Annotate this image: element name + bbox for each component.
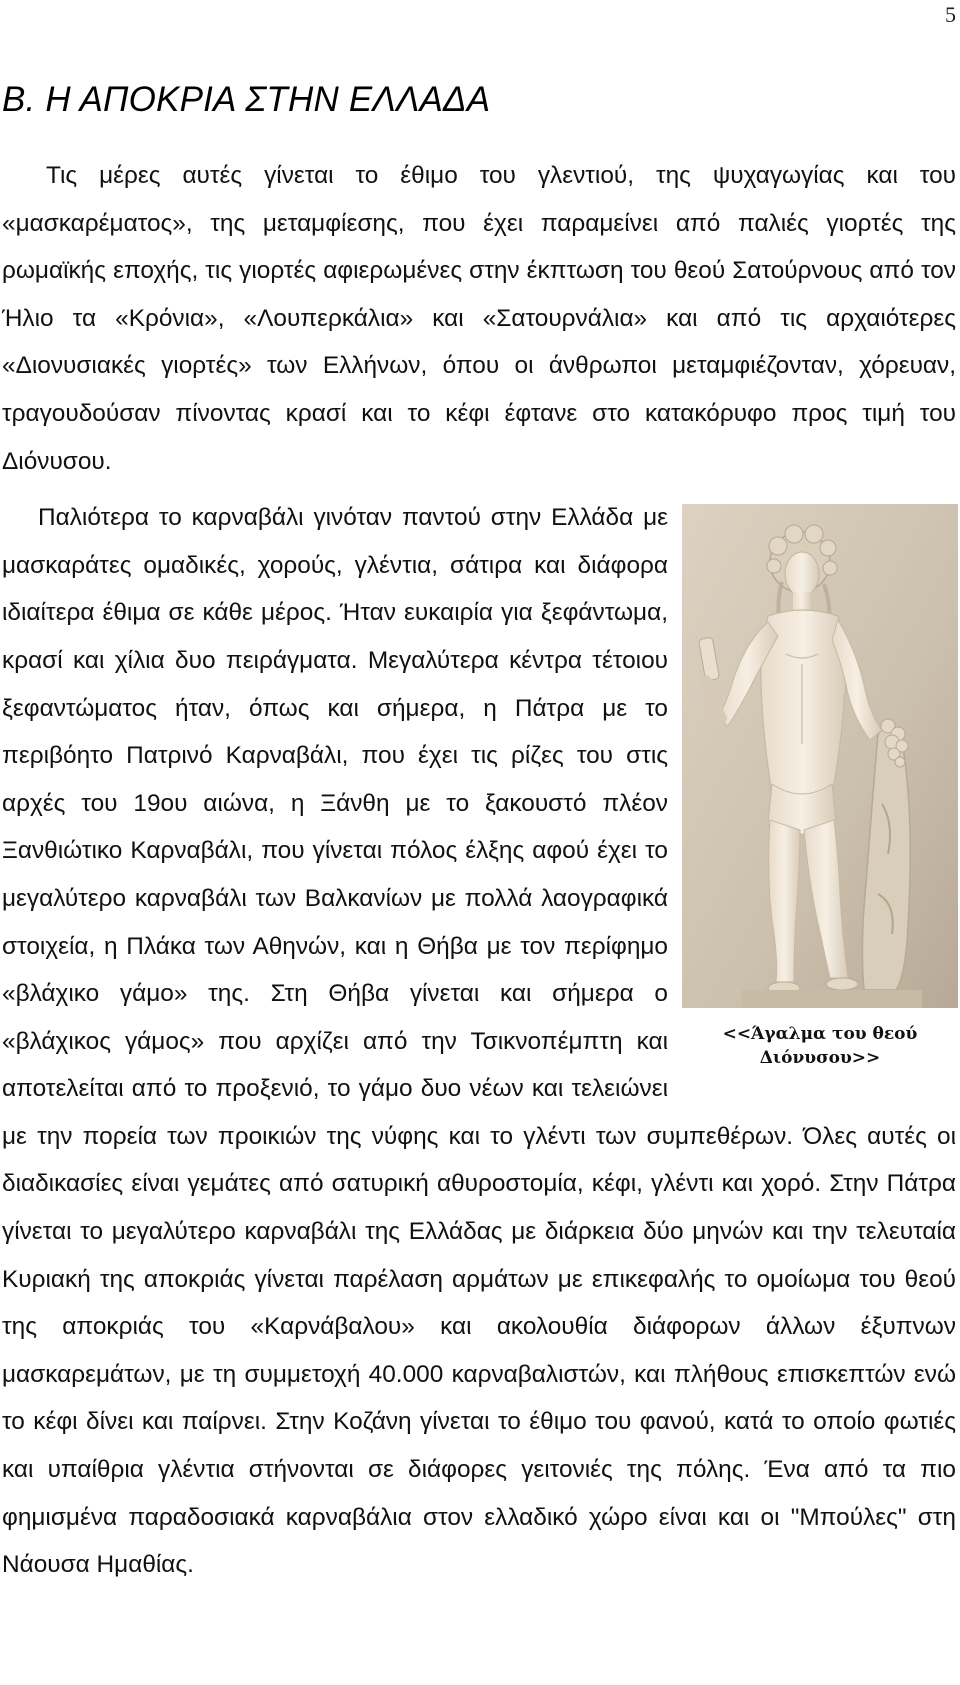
article-body bbox=[2, 152, 956, 1589]
section-heading: Β. Η ΑΠΟΚΡΙΑ ΣΤΗΝ ΕΛΛΑΔΑ bbox=[2, 80, 491, 119]
figure-caption: <<Άγαλμα του θεού Διόνυσου>> bbox=[722, 1024, 918, 1069]
dionysus-statue-image bbox=[682, 504, 958, 1008]
page-number: 5 bbox=[945, 2, 956, 27]
paragraph-carnival-text: Παλιότερα το καρναβάλι γινόταν παντού στην Ελλάδα με μασκαράτες ομαδικές, χορούς, γλέντια, σάτιρα και διάφορα ιδιαίτερα έθιμα σε κάθε μέρος. Ήταν ευκαιρία για ξεφάντωμα, κρασί και χίλια δυο πειράγματα. Μεγαλύτερα κέντρα τέτοιου ξεφαντώματος ήταν, όπως και σήμερα, η Πάτρα με το περιβόητο Πατρινό Καρναβάλι, που έχει τις ρίζες του στις αρχές του 19ου αιώνα, η Ξάνθη με το ξακουστό πλέον Ξανθιώτικο Καρναβάλι, που γίνεται πόλος έλξης αφού έχει το μεγαλύτερο καρναβάλι των Βαλκανίων με πολλά λαογραφικά στοιχεία, η Πλάκα των Αθηνών, και η Θήβα με τον περίφημο «βλάχικο γάμο» της. Στη Θήβα γίνεται και σήμερα ο «βλάχικος γάμος» που αρχίζει από την Τσικνοπέμπτη και αποτελείται από το προξενιό, το γάμο δυο νέων και τελειώνει με την πορεία των προικιών της νύφης και το γλέντι των συμπεθέρων. Όλες αυτές οι διαδικασίες είναι γεμάτες από σατυρική αθυροστομία, κέφι, γλέντι και χορό. Στην Πάτρα γίνεται το μεγαλύτερο καρναβάλι της Ελλάδας με διάρκεια δύο μηνών και την τελευταία Κυριακή της αποκριάς γίνεται παρέλαση αρμάτων με επικεφαλής το ομοίωμα του θεού της αποκριάς του «Καρνάβαλου» και ακολουθία διάφορων άλλων έξυπνων μασκαρεμάτων, με τη συμμετοχή 40.000 καρναβαλιστών, και πλήθους επισκεπτών ενώ το κέφι δίνει και παίρνει. Στην Κοζάνη γίνεται το έθιμο του φανού, κατά το οποίο φωτιές και υπαίθρια γλέντια στήνονται σε διάφορες γειτονιές της πόλης. Ένα από τα πιο φημισμένα παραδοσιακά καρναβάλια στον ελλαδικό χώρο είναι και οι "Μπούλες" στη Νάουσα Ημαθίας. bbox=[2, 504, 956, 1579]
paragraph-intro: Τις μέρες αυτές γίνεται το έθιμο του γλεντιού, της ψυχαγωγίας και του «μασκαρέματος», της μεταμφίεσης, που έχει παραμείνει από παλιές γιορτές της ρωμαϊκής εποχής, τις γιορτές αφιερωμένες στην έκπτωση του θεού Σατούρνους από τον Ήλιο τα «Κρόνια», «Λουπερκάλια» και «Σατουρνάλια» και από τις αρχαιότερες «Διονυσιακές γιορτές» των Ελλήνων, όπου οι άνθρωποι μεταμφιέζονταν, χόρευαν, τραγουδούσαν πίνοντας κρασί και το κέφι έφτανε στο κατακόρυφο προς τιμή του Διόνυσου. bbox=[2, 162, 956, 475]
dionysus-figure bbox=[682, 504, 958, 1070]
paragraph-carnival bbox=[2, 494, 956, 1589]
